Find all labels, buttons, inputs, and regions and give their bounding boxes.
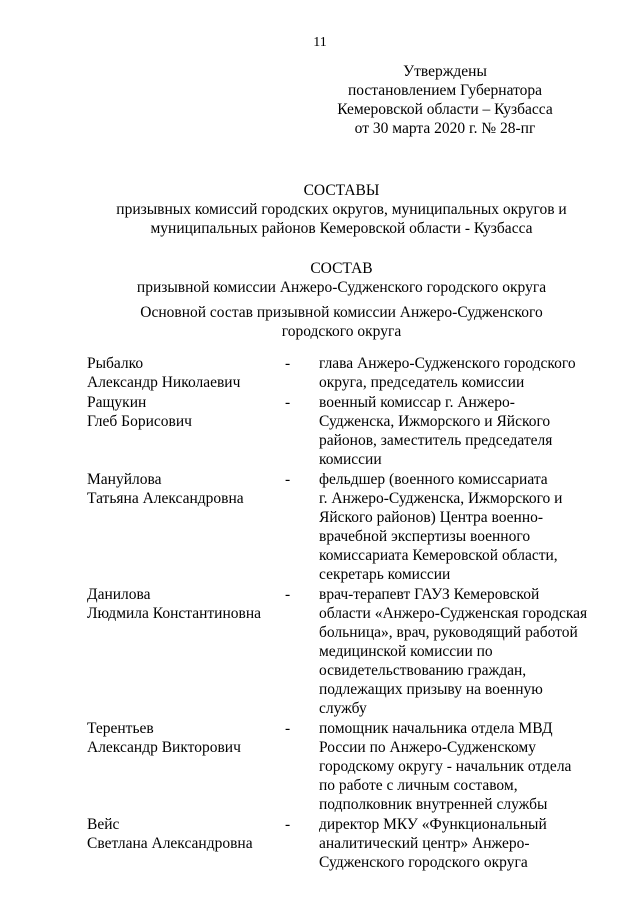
- members-list: [0, 354, 640, 873]
- role-line: округа, председатель комиссии: [319, 374, 525, 391]
- role-line: районов, заместитель председателя: [319, 432, 553, 449]
- member-surname: Данилова: [87, 586, 151, 603]
- role-line: городскому округу - начальник отдела: [319, 758, 572, 775]
- role-line: по работе с личным составом,: [319, 777, 518, 794]
- member-name: [87, 585, 282, 623]
- member-dash: -: [285, 586, 291, 603]
- member-given-name: Александр Викторович: [87, 739, 241, 756]
- role-line: военный комиссар г. Анжеро-: [319, 394, 515, 411]
- member-given-name: Глеб Борисович: [87, 413, 192, 430]
- role-line: глава Анжеро-Судженского городского: [319, 355, 576, 372]
- approval-line: постановлением Губернатора: [347, 82, 543, 99]
- member-dash: -: [285, 355, 291, 372]
- member-name: [87, 815, 282, 853]
- role-line: службу: [319, 700, 367, 717]
- member-role: [319, 585, 589, 718]
- basic-title-line: городского округа: [281, 323, 402, 340]
- sub-title-line: призывной комиссии Анжеро-Судженского городского округа: [136, 279, 547, 296]
- role-line: помощник начальника отдела МВД: [319, 720, 553, 737]
- main-title-line: призывных комиссий городских округов, муниципальных округов и: [116, 201, 567, 218]
- basic-title-line: Основной состав призывной комиссии Анжеро-Судженского: [140, 304, 543, 321]
- member-surname: Вейс: [87, 816, 120, 833]
- member-dash: -: [285, 816, 291, 833]
- member-dash: -: [285, 471, 291, 488]
- member-name: [87, 719, 282, 757]
- member-row: [0, 354, 640, 392]
- role-line: секретарь комиссии: [319, 566, 451, 583]
- sub-title: [0, 259, 640, 297]
- member-dash: -: [285, 720, 291, 737]
- role-line: врач-терапевт ГАУЗ Кемеровской: [319, 586, 540, 603]
- role-line: Судженского городского округа: [319, 854, 528, 871]
- member-given-name: Людмила Константиновна: [87, 605, 262, 622]
- role-line: России по Анжеро-Судженскому: [319, 739, 536, 756]
- member-surname: Терентьев: [87, 720, 154, 737]
- member-row: [0, 470, 640, 584]
- basic-composition-title: [0, 303, 640, 341]
- role-line: подлежащих призыву на военную: [319, 681, 543, 698]
- approval-line: Утверждены: [403, 63, 487, 80]
- approval-block: [300, 62, 590, 138]
- main-title-line: муниципальных районов Кемеровской области - Кузбасса: [150, 220, 533, 237]
- member-given-name: Татьяна Александровна: [87, 490, 244, 507]
- role-line: аналитический центр» Анжеро-: [319, 835, 530, 852]
- page-number: 11: [313, 35, 327, 50]
- main-title-heading: СОСТАВЫ: [303, 182, 380, 199]
- member-role: [319, 393, 589, 469]
- role-line: г. Анжеро-Судженска, Ижморского и: [319, 490, 563, 507]
- role-line: комиссии: [319, 451, 382, 468]
- member-dash: -: [285, 394, 291, 411]
- role-line: больница», врач, руководящий работой: [319, 624, 578, 641]
- member-row: [0, 815, 640, 872]
- role-line: директор МКУ «Функциональный: [319, 816, 547, 833]
- main-title: [0, 181, 640, 238]
- member-role: [319, 470, 589, 584]
- role-line: медицинской комиссии по: [319, 643, 493, 660]
- member-row: [0, 585, 640, 718]
- member-row: [0, 393, 640, 469]
- role-line: освидетельствованию граждан,: [319, 662, 527, 679]
- role-line: Судженска, Ижморского и Яйского: [319, 413, 551, 430]
- role-line: Яйского районов) Центра военно-: [319, 509, 544, 526]
- member-given-name: Александр Николаевич: [87, 374, 241, 391]
- member-given-name: Светлана Александровна: [87, 835, 253, 852]
- role-line: подполковник внутренней службы: [319, 796, 548, 813]
- member-name: [87, 354, 282, 392]
- role-line: фельдшер (военного комиссариата: [319, 471, 548, 488]
- member-role: [319, 719, 589, 814]
- role-line: врачебной экспертизы военного: [319, 528, 531, 545]
- role-line: области «Анжеро-Судженская городская: [319, 605, 588, 622]
- member-role: [319, 815, 589, 872]
- member-surname: Рыбалко: [87, 355, 144, 372]
- member-row: [0, 719, 640, 814]
- member-name: [87, 470, 282, 508]
- member-role: [319, 354, 589, 392]
- role-line: комиссариата Кемеровской области,: [319, 547, 558, 564]
- member-surname: Ращукин: [87, 394, 147, 411]
- member-surname: Мануйлова: [87, 471, 162, 488]
- approval-line: Кемеровской области – Кузбасса: [337, 101, 553, 118]
- member-name: [87, 393, 282, 431]
- approval-line: от 30 марта 2020 г. № 28-пг: [354, 120, 536, 137]
- sub-title-heading: СОСТАВ: [310, 260, 373, 277]
